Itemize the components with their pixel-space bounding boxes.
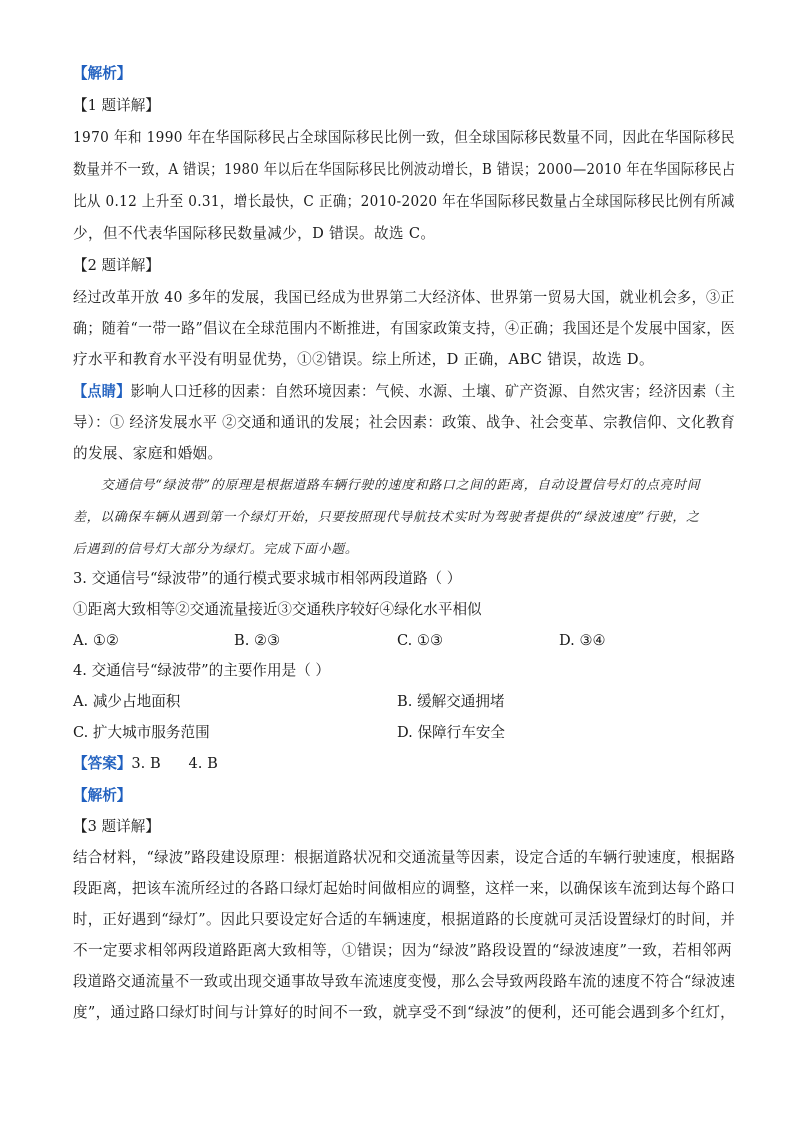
q1-line-2: 数量并不一致，A 错误；1980 年以后在华国际移民比例波动增长，B 错误；2000—2010 年在华国际移民占 <box>73 161 736 178</box>
q1-line-1: 1970 年和 1990 年在华国际移民占全球国际移民比例一致，但全球国际移民数量不同，因此在华国际移民 <box>73 129 735 146</box>
dianjing-line-3: 的发展、家庭和婚姻。 <box>73 445 223 462</box>
q3-option-b: B. ②③ <box>234 632 281 649</box>
answer-text: 3. B 4. B <box>131 755 218 772</box>
dianjing-line-1 <box>73 382 735 402</box>
question-4-stem: 4. 交通信号“绿波带”的主要作用是（ ） <box>73 662 331 679</box>
q4-option-d: D. 保障行车安全 <box>397 724 506 741</box>
analysis-header-2: 【解析】 <box>73 787 132 804</box>
q3-option-d: D. ③④ <box>559 632 606 649</box>
q3-detail-line-2: 段距离，把该车流所经过的各路口绿灯起始时间做相应的调整，这样一来，以确保该车流到达每个路口 <box>73 880 736 897</box>
q2-detail-title: 【2 题详解】 <box>73 257 160 274</box>
q3-detail-line-4: 不一定要求相邻两段道路距离大致相等，①错误；因为“绿波”路段设置的“绿波速度”一致，若相邻两 <box>73 942 732 959</box>
q3-option-c: C. ①③ <box>397 632 444 649</box>
q3-detail-line-1: 结合材料，“绿波”路段建设原理：根据道路状况和交通流量等因素，设定合适的车辆行驶速度，根据路 <box>73 849 736 866</box>
dianjing-text-1: 影响人口迁移的因素：自然环境因素：气候、水源、土壤、矿产资源、自然灾害；经济因素（主 <box>130 383 736 400</box>
q1-detail-title: 【1 题详解】 <box>73 97 160 114</box>
q1-line-3: 比从 0.12 上升至 0.31，增长最快，C 正确；2010-2020 年在华国际移民数量占全球国际移民比例有所减 <box>73 193 735 210</box>
q1-line-4: 少，但不代表华国际移民数量减少，D 错误。故选 C。 <box>73 225 436 242</box>
q3-detail-line-3: 时，正好遇到“绿灯”。因此只要设定好合适的车辆速度，根据道路的长度就可灵活设置绿灯的时间，并 <box>73 911 736 928</box>
q2-line-3: 疗水平和教育水平没有明显优势，①②错误。综上所述，D 正确，ABC 错误，故选 D。 <box>73 351 654 368</box>
material-line-3: 后遇到的信号灯大部分为绿灯。完成下面小题。 <box>73 542 359 557</box>
question-3-items: ①距离大致相等②交通流量接近③交通秩序较好④绿化水平相似 <box>73 601 482 618</box>
question-3-stem: 3. 交通信号“绿波带”的通行模式要求城市相邻两段道路（ ） <box>73 570 462 587</box>
dianjing-tag: 【点睛】 <box>73 383 131 400</box>
q4-option-c: C. 扩大城市服务范围 <box>73 724 210 741</box>
q4-option-a: A. 减少占地面积 <box>73 693 181 710</box>
q4-option-b: B. 缓解交通拥堵 <box>397 693 505 710</box>
answer-tag: 【答案】 <box>73 755 132 772</box>
q3-detail-line-5: 段道路交通流量不一致或出现交通事故导致车流速度变慢，那么会导致两段路车流的速度不符合“绿波速 <box>73 973 736 990</box>
material-line-1: 交通信号“绿波带”的原理是根据道路车辆行驶的速度和路口之间的距离，自动设置信号灯的点亮时间 <box>101 478 701 493</box>
answer-line <box>73 754 218 774</box>
material-line-2: 差，以确保车辆从遇到第一个绿灯开始，只要按照现代导航技术实时为驾驶者提供的“绿波速度”行驶，之 <box>73 510 700 525</box>
q2-line-1: 经过改革开放 40 多年的发展，我国已经成为世界第二大经济体、世界第一贸易大国，就业机会多，③正 <box>73 289 735 306</box>
dianjing-line-2: 导）：① 经济发展水平 ②交通和通讯的发展；社会因素：政策、战争、社会变革、宗教信仰、文化教育 <box>73 414 736 431</box>
q3-detail-line-6: 度”，通过路口绿灯时间与计算好的时间不一致，就享受不到“绿波”的便利，还可能会遇到多个红灯， <box>73 1004 736 1021</box>
q2-line-2: 确；随着“一带一路”倡议在全球范围内不断推进，有国家政策支持，④正确；我国还是个发展中国家，医 <box>73 320 736 337</box>
q3-option-a: A. ①② <box>73 632 119 649</box>
q3-detail-title: 【3 题详解】 <box>73 818 160 835</box>
analysis-header: 【解析】 <box>73 65 132 82</box>
